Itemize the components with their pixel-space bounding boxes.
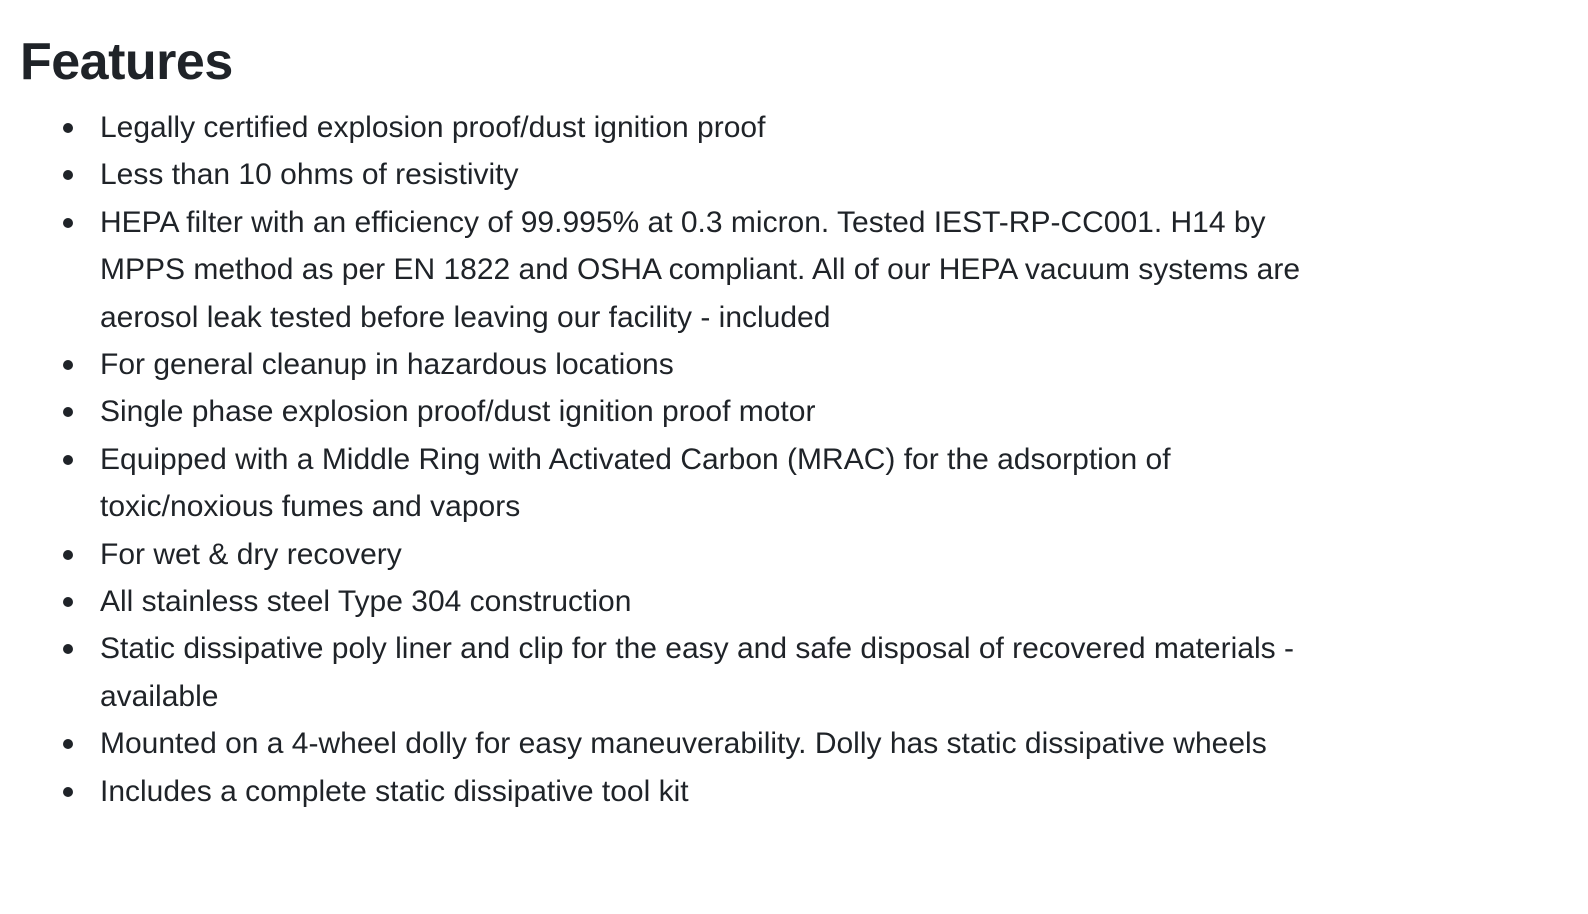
list-item xyxy=(20,199,1340,341)
feature-text: Static dissipative poly liner and clip for the easy and safe disposal of recovered materials - available xyxy=(100,632,1294,713)
features-heading: Features xyxy=(20,33,233,91)
list-item xyxy=(20,531,1340,578)
bullet-icon xyxy=(63,550,73,560)
list-item xyxy=(20,578,1340,625)
bullet-icon xyxy=(63,739,73,749)
list-item xyxy=(20,436,1340,531)
bullet-icon xyxy=(63,360,73,370)
bullet-icon xyxy=(63,407,73,417)
feature-text: Less than 10 ohms of resistivity xyxy=(100,158,519,192)
feature-text: Mounted on a 4-wheel dolly for easy maneuverability. Dolly has static dissipative wheels xyxy=(100,727,1267,761)
feature-text: For general cleanup in hazardous locations xyxy=(100,348,674,382)
feature-text: All stainless steel Type 304 construction xyxy=(100,585,632,619)
features-list xyxy=(20,104,1340,815)
feature-text: Equipped with a Middle Ring with Activated Carbon (MRAC) for the adsorption of toxic/noxious fumes and vapors xyxy=(100,442,1171,524)
bullet-icon xyxy=(63,597,73,607)
list-item xyxy=(20,625,1340,720)
bullet-icon xyxy=(63,218,73,228)
list-item xyxy=(20,341,1340,388)
bullet-icon xyxy=(63,787,73,797)
list-item xyxy=(20,388,1340,435)
feature-text: HEPA filter with an efficiency of 99.995% at 0.3 micron. Tested IEST-RP-CC001. H14 by MPPS method as per EN 1822 and OSHA compliant. All of our HEPA vacuum systems are aerosol leak tested before leaving our facility - included xyxy=(100,205,1300,334)
feature-text: Single phase explosion proof/dust ignition proof motor xyxy=(100,395,816,429)
bullet-icon xyxy=(63,455,73,465)
bullet-icon xyxy=(63,170,73,180)
feature-text: For wet & dry recovery xyxy=(100,537,402,571)
bullet-icon xyxy=(63,123,73,133)
list-item xyxy=(20,720,1340,767)
feature-text: Legally certified explosion proof/dust ignition proof xyxy=(100,111,766,144)
list-item xyxy=(20,768,1340,815)
list-item xyxy=(20,104,1340,151)
list-item xyxy=(20,151,1340,198)
feature-text: Includes a complete static dissipative tool kit xyxy=(100,774,689,808)
bullet-icon xyxy=(63,644,73,654)
features-section xyxy=(20,0,1340,815)
